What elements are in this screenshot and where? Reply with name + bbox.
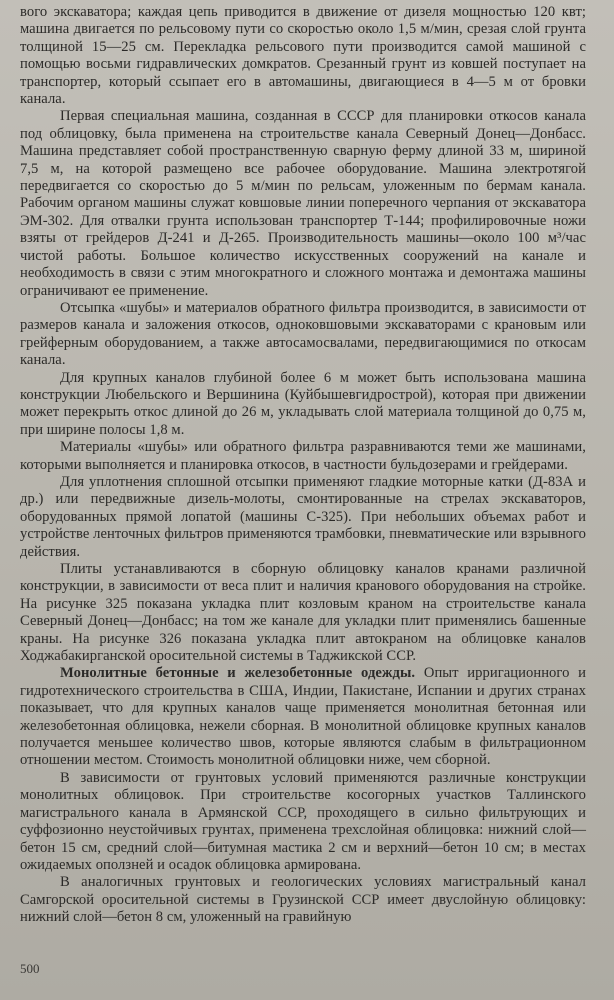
paragraph-planning-machine: Первая специальная машина, созданная в СССР для планировки откосов канала под облицовку, была применена на строительстве канала Северный Донец—Донбасс. Машина представляет собой пространственную сварную ферму длиной 33 м, шириной 7,5 м, на которой размещено все рабочее оборудование. Машина электротягой передвигается со скоростью до 5 м/мин по рельсам, уложенным по бермам канала. Рабочим органом машины служат ковшовые линии поперечного черпания от экскаватора ЭМ-302. Для отвалки грунта использован транспортер Т-144; профилировочные ножи взяты от грейдеров Д-241 и Д-265. Производительность машины—около 100 м³/час чистой работы. Большое количество искусственных сооружений на канале и необходимость в связи с этим многократного и сложного монтажа и демонтажа машины ограничивают ее применение. (20, 108, 586, 299)
paragraph-compaction: Для уплотнения сплошной отсыпки применяют гладкие моторные катки (Д-83А и др.) или передвижные дизель-молоты, смонтированные на стрелах экскаваторов, оборудованных прямой лопатой (машины С-325). При небольших объемах работ и устройстве ленточных фильтров применяются трамбовки, пневматические или взрывного действия. (20, 473, 586, 560)
paragraph-samgori-canal: В аналогичных грунтовых и геологических условиях магистральный канал Самгорской оросительной системы в Грузинской ССР имеет двуслойную облицовку: нижний слой—бетон 8 см, уложенный на гравийную (20, 874, 586, 926)
paragraph-leveling: Материалы «шубы» или обратного фильтра разравниваются теми же машинами, которыми выполняется и планировка откосов, в частности бульдозерами и грейдерами. (20, 439, 586, 473)
paragraph-large-canals-machine: Для крупных каналов глубиной более 6 м может быть использована машина конструкции Любельского и Вершинина (Куйбышевгидрострой), которая при движении может перекрыть откос длиной до 26 м, укладывать слой материала толщиной до 0,75 м, при ширине полосы 1,8 м. (20, 369, 586, 438)
paragraph-fill-dumping: Отсыпка «шубы» и материалов обратного фильтра производится, в зависимости от размеров канала и заложения откосов, одноковшовыми экскаваторами с крановым или грейферным оборудованием, а также автосамосвалами, передвигающимися по откосам канала. (20, 299, 586, 369)
paragraph-slab-installation: Плиты устанавливаются в сборную облицовку каналов кранами различной конструкции, в зависимости от веса плит и наличия кранового оборудования на стройке. На рисунке 325 показана укладка плит козловым краном на строительстве канала Северный Донец—Донбасс; на том же канале для укладки плит применялись башенные краны. На рисунке 326 показана укладка плит автокраном на облицовке каналов Ходжабакирганской оросительной системы в Таджикской ССР. (20, 561, 586, 665)
body-text (20, 4, 586, 927)
paragraph-monolithic-text: Опыт ирригационного и гидротехнического строительства в США, Индии, Пакистане, Испании и других странах показывает, что для крупных каналов чаще применяется монолитная бетонная или железобетонная облицовка, нежели сборная. В монолитной облицовке крупных каналов получается меньшее количество швов, которые являются слабым в фильтрационном отношении местом. Стоимость монолитной облицовки ниже, чем сборной. (20, 665, 586, 769)
paragraph-continuation: вого экскаватора; каждая цепь приводится в движение от дизеля мощностью 120 квт; машина двигается по рельсовому пути со скоростью около 1,5 м/мин, срезая слой грунта толщиной 15—25 см. Перекладка рельсового пути производится самой машиной с помощью восьми гидравлических домкратов. Срезанный грунт из ковшей поступает на транспортер, который ссыпает его в автомашины, двигающиеся в 4—5 м от бровки канала. (20, 4, 586, 108)
page-number: 500 (20, 961, 40, 976)
paragraph-monolithic-linings (20, 665, 586, 769)
section-run-in-heading: Монолитные бетонные и железобетонные одежды. (60, 665, 416, 682)
paragraph-ground-conditions: В зависимости от грунтовых условий применяются различные конструкции монолитных облицовок. При строительстве косогорных участков Таллинского магистрального канала в Армянской ССР, проходящего в сильно фильтрующих и суффозионно неустойчивых грунтах, применена трехслойная облицовка: нижний слой—бетон 15 см, средний слой—битумная мастика 2 см и верхний—бетон 10 см; в местах ожидаемых оползней и осадок облицовка армирована. (20, 769, 586, 873)
